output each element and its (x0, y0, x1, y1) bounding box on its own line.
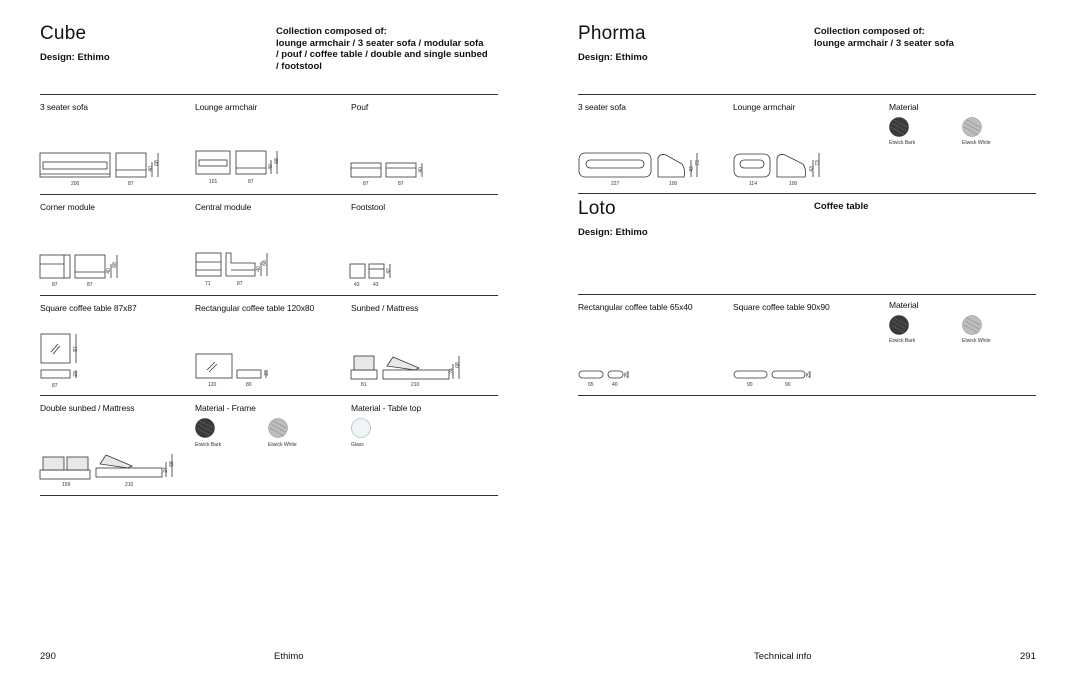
swatch-label: Etwick Bark (889, 140, 916, 146)
dim-label: 68 (261, 260, 268, 266)
swatch-label: Etwick White (268, 442, 297, 448)
cube-square-table-drawing (40, 332, 90, 384)
divider (578, 193, 1036, 194)
cube-collection (276, 26, 491, 72)
dim-label: 68 (454, 362, 461, 368)
dim-label: 43 (354, 282, 360, 288)
dim-label: 68 (153, 160, 160, 166)
collection-line: lounge armchair / 3 seater sofa / modular sofa (276, 37, 484, 49)
dim-label: 68 (111, 262, 118, 268)
swatch-label: Etwick White (962, 338, 991, 344)
dim-label: 25 (623, 372, 630, 378)
dim-label: 40 (612, 382, 618, 388)
loto-designer: Design: Ethimo (578, 227, 648, 238)
cell-label: Rectangular coffee table 65x40 (578, 302, 693, 312)
page-number-left: 290 (40, 651, 56, 662)
dim-label: 24 (448, 368, 455, 374)
cell-label: Double sunbed / Mattress (40, 403, 135, 413)
cube-corner-drawing (40, 252, 130, 284)
footer-section: Technical info (754, 651, 812, 662)
dim-label: 90 (785, 382, 791, 388)
dim-label: 73 (694, 160, 701, 166)
phorma-collection (814, 26, 1029, 49)
cell-label: Material - Table top (351, 403, 422, 413)
dim-label: 87 (128, 181, 134, 187)
divider (40, 295, 498, 296)
dim-label: 87 (248, 179, 254, 185)
phorma-armchair-drawing (733, 150, 833, 182)
cell-label: Lounge armchair (195, 102, 258, 112)
etwick-white-swatch (962, 315, 984, 337)
glass-swatch (351, 418, 373, 440)
cell-label: Sunbed / Mattress (351, 303, 419, 313)
dim-label: 40 (417, 167, 424, 173)
dim-label: 73 (814, 160, 821, 166)
dim-label: 87 (87, 282, 93, 288)
etwick-bark-swatch (195, 418, 217, 440)
etwick-white-swatch (268, 418, 290, 440)
dim-label: 159 (62, 482, 71, 488)
cell-label: Central module (195, 202, 252, 212)
cube-title: Cube (40, 23, 87, 44)
dim-label: 81 (361, 382, 367, 388)
dim-label: 43 (688, 166, 695, 172)
cell-label: Square coffee table 90x90 (733, 302, 830, 312)
dim-label: 40 (105, 268, 112, 274)
dim-label: 80 (246, 382, 252, 388)
dim-label: 87 (72, 346, 79, 352)
dim-label: 210 (411, 382, 420, 388)
cell-label: 3 seater sofa (40, 102, 88, 112)
divider (578, 395, 1036, 396)
swatch-label: Etwick Bark (889, 338, 916, 344)
dim-label: 100 (669, 181, 678, 187)
swatch-label: Etwick White (962, 140, 991, 146)
cube-footstool-drawing (350, 262, 400, 282)
etwick-white-swatch (962, 117, 984, 139)
dim-label: 23 (263, 370, 270, 376)
dim-label: 43 (373, 282, 379, 288)
cell-label: Lounge armchair (733, 102, 796, 112)
dim-label: 200 (71, 181, 80, 187)
dim-label: 40 (147, 166, 154, 172)
etwick-bark-swatch (889, 315, 911, 337)
cell-label: Material (889, 300, 919, 310)
phorma-designer: Design: Ethimo (578, 52, 648, 63)
cell-label: Corner module (40, 202, 95, 212)
dim-label: 23 (72, 371, 79, 377)
collection-heading: Collection composed of: (814, 26, 925, 37)
phorma-title: Phorma (578, 23, 646, 44)
page-number-right: 291 (1020, 651, 1036, 662)
divider (578, 94, 1036, 95)
dim-label: 114 (749, 181, 757, 187)
cell-label: Footstool (351, 202, 386, 212)
swatch-label: Glass (351, 442, 364, 448)
collection-line: lounge armchair / 3 seater sofa (814, 37, 954, 49)
collection-line: / footstool (276, 60, 322, 72)
dim-label: 43 (808, 166, 815, 172)
dim-label: 40 (267, 164, 274, 170)
divider (40, 395, 498, 396)
divider (578, 294, 1036, 295)
divider (40, 194, 498, 195)
dim-label: 120 (208, 382, 217, 388)
etwick-bark-swatch (889, 117, 911, 139)
collection-line: / pouf / coffee table / double and single sunbed (276, 49, 488, 60)
dim-label: 42 (385, 268, 392, 274)
dim-label: 101 (209, 179, 218, 185)
dim-label: 227 (611, 181, 620, 187)
cell-label: Square coffee table 87x87 (40, 303, 137, 313)
cell-label: 3 seater sofa (578, 102, 626, 112)
footer-brand: Ethimo (274, 651, 304, 662)
dim-label: 87 (237, 281, 243, 287)
dim-label: 100 (789, 181, 798, 187)
dim-label: 71 (205, 281, 211, 287)
loto-heading: Coffee table (814, 201, 869, 212)
dim-label: 90 (747, 382, 753, 388)
cube-rect-table-drawing (195, 352, 285, 382)
dim-label: 87 (52, 383, 58, 389)
loto-title: Loto (578, 198, 616, 219)
cell-label: Pouf (351, 102, 369, 112)
cell-label: Rectangular coffee table 120x80 (195, 303, 315, 313)
cube-central-drawing (195, 250, 285, 282)
dim-label: 25 (805, 372, 812, 378)
dim-label: 87 (363, 181, 369, 187)
cell-label: Material (889, 102, 919, 112)
dim-label: 210 (125, 482, 134, 488)
swatch-label: Etwick Bark (195, 442, 222, 448)
divider (40, 94, 498, 95)
dim-label: 68 (273, 158, 280, 164)
dim-label: 87 (398, 181, 404, 187)
dim-label: 87 (52, 282, 58, 288)
dim-label: 65 (588, 382, 594, 388)
collection-heading: Collection composed of: (276, 26, 387, 37)
divider (40, 495, 498, 496)
dim-label: 24 (162, 467, 169, 473)
dim-label: 68 (168, 461, 175, 467)
cube-designer: Design: Ethimo (40, 52, 110, 63)
dim-label: 40 (255, 266, 262, 272)
cell-label: Material - Frame (195, 403, 256, 413)
